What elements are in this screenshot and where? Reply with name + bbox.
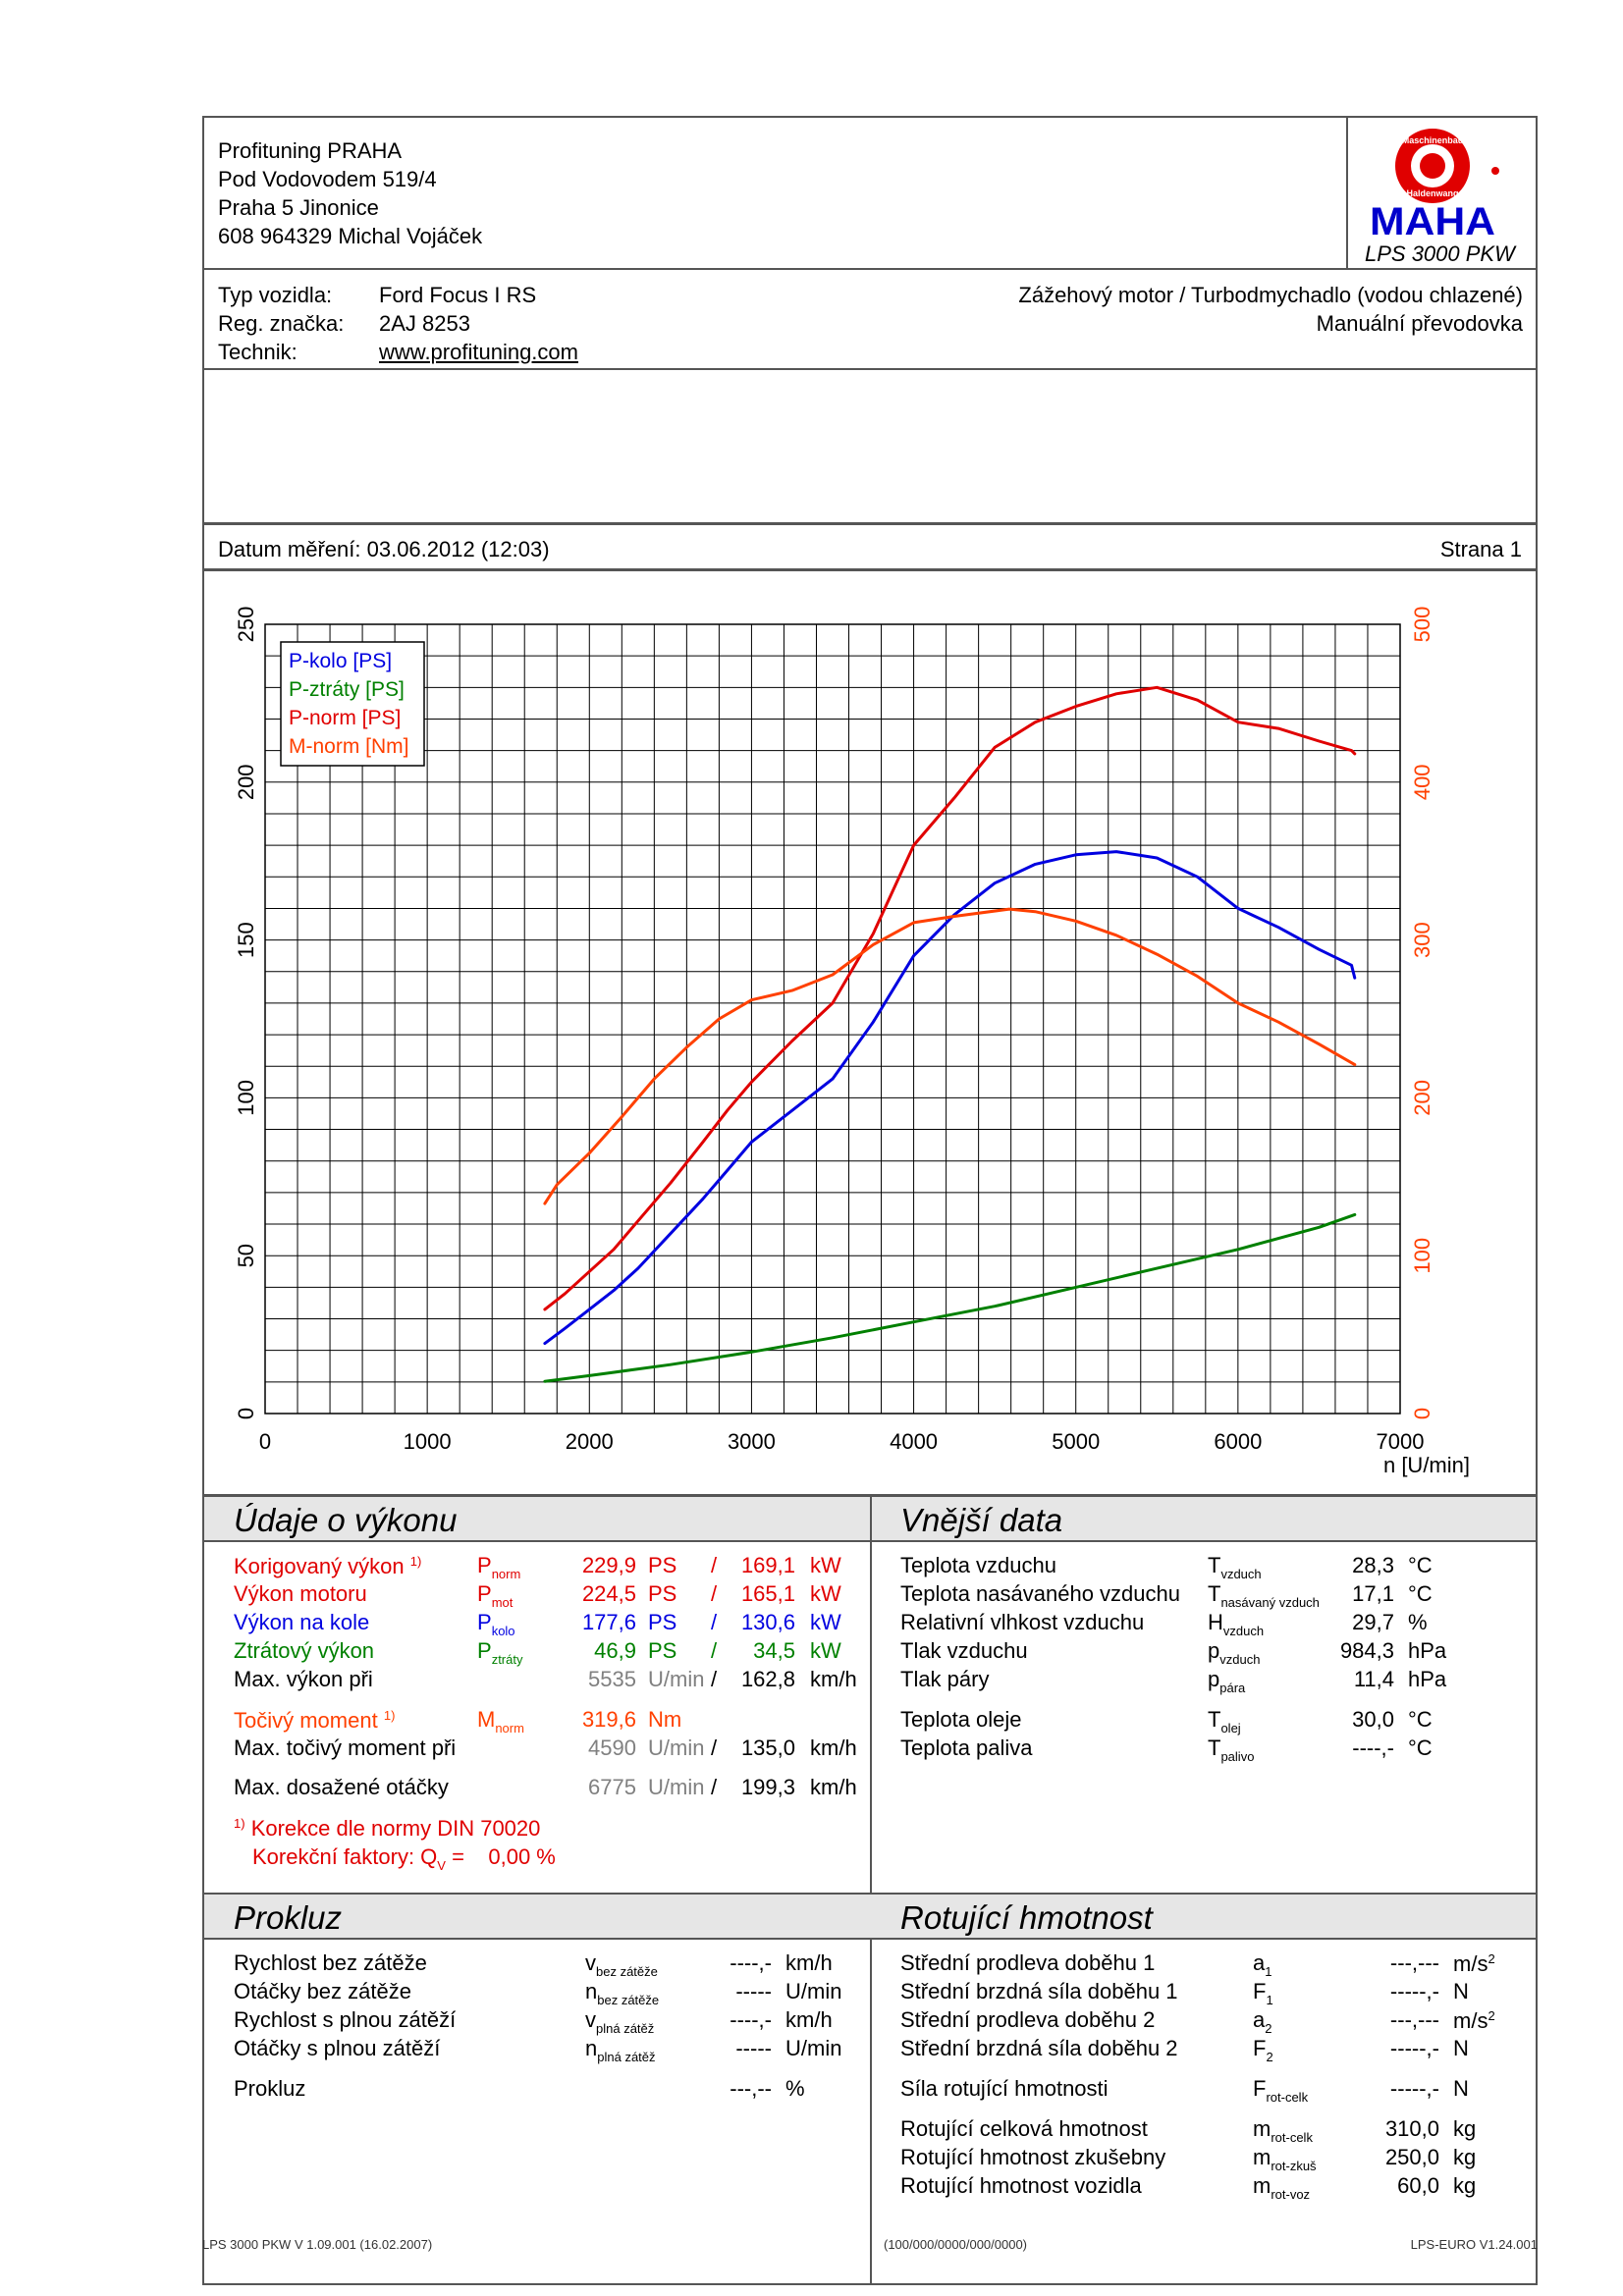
rot-value: -----,- <box>1389 2076 1439 2101</box>
x-tick-label: 5000 <box>1052 1429 1101 1454</box>
rot-value: 60,0 <box>1397 2173 1439 2198</box>
footer-euro-version: LPS-EURO V1.24.001 <box>1410 2237 1538 2252</box>
rot-label: Střední brzdná síla doběhu 1 <box>900 1979 1178 2003</box>
perf-sep: / <box>711 1735 718 1760</box>
ext-value: 17,1 <box>1352 1581 1394 1606</box>
x-tick-label: 1000 <box>403 1429 452 1454</box>
perf-unit-kw: kW <box>810 1581 841 1606</box>
perf-rpm: 4590 <box>588 1735 636 1760</box>
external-title: Vnější data <box>900 1502 1063 1538</box>
ext-value: 984,3 <box>1339 1638 1394 1663</box>
ext-symbol: $T_{nasávaný vzduch}$ <box>1208 1581 1320 1610</box>
perf-unit-ps: PS <box>648 1581 677 1606</box>
slip-value: ----,- <box>730 1950 772 1975</box>
ext-unit: °C <box>1408 1553 1433 1577</box>
address-line: 608 964329 Michal Vojáček <box>218 224 483 248</box>
logo-text-bottom: Haldenwang <box>1406 188 1459 198</box>
y-right-tick-label: 100 <box>1410 1237 1434 1274</box>
perf-unit-ps: PS <box>648 1610 677 1634</box>
perf-speed: 199,3 <box>740 1775 795 1799</box>
slip-value: ---,-- <box>730 2076 772 2101</box>
rot-unit: kg <box>1453 2173 1477 2198</box>
ext-value: 28,3 <box>1352 1553 1394 1577</box>
perf-rpm: 5535 <box>588 1667 636 1691</box>
slip-value: ----- <box>735 1979 772 2003</box>
perf-label: Max. dosažené otáčky <box>234 1775 449 1799</box>
footer-config-code: (100/000/0000/000/0000) <box>884 2237 1028 2252</box>
x-tick-label: 4000 <box>890 1429 939 1454</box>
logo-text-maha: MAHA <box>1370 200 1495 238</box>
slip-label: Rychlost bez zátěže <box>234 1950 427 1975</box>
perf-value-kw: 165,1 <box>740 1581 795 1606</box>
slip-symbol: $n_{bez zátěže}$ <box>585 1979 660 2007</box>
ext-unit: °C <box>1408 1581 1433 1606</box>
x-axis-label: n [U/min] <box>1382 1453 1470 1477</box>
perf-speed: 135,0 <box>740 1735 795 1760</box>
rot-value: ---,--- <box>1389 2007 1439 2032</box>
perf-sep: / <box>711 1581 718 1606</box>
perf-symbol: $M_{norm}$ <box>477 1707 524 1735</box>
perf-unit-rpm: U/min <box>648 1775 705 1799</box>
slip-unit: % <box>785 2076 805 2101</box>
slip-symbol: $n_{plná zátěž}$ <box>585 2036 656 2064</box>
y-left-tick-label: 150 <box>234 922 258 958</box>
y-left-tick-label: 50 <box>234 1243 258 1268</box>
rot-symbol: $m_{rot-zkuš}$ <box>1253 2145 1317 2173</box>
ext-label: Teplota paliva <box>900 1735 1033 1760</box>
slip-label: Prokluz <box>234 2076 306 2101</box>
ext-symbol: $H_{vzduch}$ <box>1208 1610 1265 1638</box>
engine-type: Zážehový motor / Turbodmychadlo (vodou chlazené) <box>1018 283 1523 307</box>
perf-unit-kw: kW <box>810 1638 841 1663</box>
perf-label: Max. výkon při <box>234 1667 373 1691</box>
plot-area <box>265 624 1400 1414</box>
y-left-tick-label: 0 <box>234 1407 258 1420</box>
ext-symbol: $p_{vzduch}$ <box>1208 1638 1261 1667</box>
ext-value: ----,- <box>1352 1735 1394 1760</box>
address-line: Profituning PRAHA <box>218 138 403 163</box>
perf-unit-rpm: U/min <box>648 1735 705 1760</box>
rot-unit: $m/s^2$ <box>1453 1951 1495 1976</box>
address-line: Praha 5 Jinonice <box>218 195 379 220</box>
perf-sep: / <box>711 1553 718 1577</box>
rot-label: Síla rotující hmotnosti <box>900 2076 1109 2101</box>
slip-value: ----,- <box>730 2007 772 2032</box>
legend-entry: M-norm [Nm] <box>289 735 409 758</box>
slip-title: Prokluz <box>234 1899 343 1936</box>
slip-unit: U/min <box>785 2036 842 2060</box>
y-right-tick-label: 400 <box>1410 764 1434 801</box>
slip-label: Otáčky bez zátěže <box>234 1979 411 2003</box>
perf-unit-ps: PS <box>648 1638 677 1663</box>
perf-speed: 162,8 <box>740 1667 795 1691</box>
rot-symbol: $F_2$ <box>1253 2036 1273 2064</box>
din-note: $^{1)}$ Korekce dle normy DIN 70020 <box>234 1816 541 1841</box>
perf-unit-kw: kW <box>810 1553 841 1577</box>
perf-label: Výkon motoru <box>234 1581 367 1606</box>
rot-unit: N <box>1453 2076 1469 2101</box>
perf-value-kw: 130,6 <box>740 1610 795 1634</box>
slip-label: Rychlost s plnou zátěží <box>234 2007 457 2032</box>
ext-unit: hPa <box>1408 1638 1447 1663</box>
perf-unit-nm: Nm <box>648 1707 682 1732</box>
rot-symbol: $a_2$ <box>1253 2007 1272 2036</box>
rot-label: Rotující hmotnost vozidla <box>900 2173 1142 2198</box>
ext-label: Teplota nasávaného vzduchu <box>900 1581 1180 1606</box>
ext-label: Relativní vlhkost vzduchu <box>900 1610 1145 1634</box>
slip-unit: U/min <box>785 1979 842 2003</box>
slip-symbol: $v_{plná zátěž}$ <box>585 2007 655 2036</box>
ext-symbol: $T_{palivo}$ <box>1208 1735 1255 1764</box>
ext-unit: % <box>1408 1610 1428 1634</box>
rot-label: Střední brzdná síla doběhu 2 <box>900 2036 1178 2060</box>
page-number: Strana 1 <box>1439 537 1522 561</box>
maha-logo <box>1370 124 1517 238</box>
technician-link[interactable]: www.profituning.com <box>379 340 578 364</box>
rot-value: ---,--- <box>1389 1950 1439 1975</box>
reg-label: Reg. značka: <box>218 311 345 336</box>
slip-unit: km/h <box>785 2007 833 2032</box>
perf-label: Výkon na kole <box>234 1610 370 1634</box>
perf-unit-speed: km/h <box>810 1735 857 1760</box>
x-tick-label: 7000 <box>1376 1429 1425 1454</box>
perf-value-kw: 169,1 <box>740 1553 795 1577</box>
rot-unit: kg <box>1453 2116 1477 2141</box>
performance-title: Údaje o výkonu <box>234 1502 458 1538</box>
reg-value: 2AJ 8253 <box>379 311 470 336</box>
correction-factor-note: Korekční faktory: $Q_V$ = 0,00 % <box>252 1844 556 1873</box>
rot-unit: N <box>1453 2036 1469 2060</box>
slip-value: ----- <box>735 2036 772 2060</box>
technician-label: Technik: <box>218 340 298 364</box>
perf-sep: / <box>711 1610 718 1634</box>
y-left-tick-label: 200 <box>234 764 258 801</box>
perf-symbol: $P_{ztráty}$ <box>477 1638 523 1667</box>
vehicle-type-label: Typ vozidla: <box>218 283 333 307</box>
ext-symbol: $p_{pára}$ <box>1208 1667 1246 1695</box>
rot-symbol: $a_1$ <box>1253 1950 1272 1979</box>
rot-symbol: $F_1$ <box>1253 1979 1273 2007</box>
rot-value: -----,- <box>1389 2036 1439 2060</box>
perf-value-ps: 46,9 <box>594 1638 636 1663</box>
ext-symbol: $T_{olej}$ <box>1208 1707 1241 1735</box>
x-tick-label: 6000 <box>1214 1429 1263 1454</box>
legend-entry: P-kolo [PS] <box>289 650 393 672</box>
perf-sep: / <box>711 1667 718 1691</box>
perf-value-nm: 319,6 <box>581 1707 636 1732</box>
legend-entry: P-norm [PS] <box>289 707 402 729</box>
measurement-date: Datum měření: 03.06.2012 (12:03) <box>218 537 550 561</box>
perf-unit-ps: PS <box>648 1553 677 1577</box>
rot-label: Rotující celková hmotnost <box>900 2116 1148 2141</box>
rot-unit: N <box>1453 1979 1469 2003</box>
ext-label: Tlak páry <box>900 1667 990 1691</box>
product-name: LPS 3000 PKW <box>1365 241 1515 266</box>
perf-unit-rpm: U/min <box>648 1667 705 1691</box>
perf-sep: / <box>711 1638 718 1663</box>
perf-unit-kw: kW <box>810 1610 841 1634</box>
slip-unit: km/h <box>785 1950 833 1975</box>
address-line: Pod Vodovodem 519/4 <box>218 167 437 191</box>
x-tick-label: 0 <box>258 1429 272 1454</box>
perf-value-ps: 229,9 <box>581 1553 636 1577</box>
rot-label: Střední prodleva doběhu 1 <box>900 1950 1156 1975</box>
rot-value: -----,- <box>1389 1979 1439 2003</box>
perf-value-kw: 34,5 <box>753 1638 795 1663</box>
rot-label: Rotující hmotnost zkušebny <box>900 2145 1166 2169</box>
power-torque-chart <box>202 569 1538 1496</box>
logo-text-top: Maschinenbau <box>1401 135 1464 145</box>
perf-unit-speed: km/h <box>810 1667 857 1691</box>
ext-label: Teplota vzduchu <box>900 1553 1056 1577</box>
perf-unit-speed: km/h <box>810 1775 857 1799</box>
perf-label: Točivý moment $^{1)}$ <box>234 1708 396 1733</box>
gearbox-type: Manuální převodovka <box>1316 311 1523 336</box>
rot-symbol: $m_{rot-celk}$ <box>1253 2116 1313 2145</box>
perf-symbol: $P_{norm}$ <box>477 1553 521 1581</box>
x-tick-label: 3000 <box>727 1429 776 1454</box>
ext-value: 11,4 <box>1353 1667 1394 1691</box>
perf-symbol: $P_{mot}$ <box>477 1581 514 1610</box>
x-tick-label: 2000 <box>565 1429 614 1454</box>
rot-symbol: $F_{rot-celk}$ <box>1253 2076 1309 2105</box>
slip-label: Otáčky s plnou zátěží <box>234 2036 441 2060</box>
ext-unit: °C <box>1408 1707 1433 1732</box>
rot-value: 250,0 <box>1384 2145 1439 2169</box>
y-right-tick-label: 200 <box>1410 1080 1434 1116</box>
perf-label: Korigovaný výkon $^{1)}$ <box>234 1554 422 1578</box>
legend-entry: P-ztráty [PS] <box>289 678 405 701</box>
perf-sep: / <box>711 1775 718 1799</box>
perf-label: Max. točivý moment při <box>234 1735 457 1760</box>
y-left-tick-label: 250 <box>234 606 258 643</box>
perf-value-ps: 224,5 <box>581 1581 636 1606</box>
y-left-tick-label: 100 <box>234 1080 258 1116</box>
vehicle-type-value: Ford Focus I RS <box>379 283 537 307</box>
ext-symbol: $T_{vzduch}$ <box>1208 1553 1262 1581</box>
footer-software-version: LPS 3000 PKW V 1.09.001 (16.02.2007) <box>202 2237 433 2252</box>
y-right-tick-label: 0 <box>1410 1407 1434 1420</box>
ext-label: Tlak vzduchu <box>900 1638 1028 1663</box>
rotating-title: Rotující hmotnost <box>900 1899 1153 1936</box>
y-right-tick-label: 500 <box>1410 606 1434 643</box>
perf-symbol: $P_{kolo}$ <box>477 1610 515 1638</box>
ext-value: 29,7 <box>1352 1610 1394 1634</box>
rot-symbol: $m_{rot-voz}$ <box>1253 2173 1311 2202</box>
rot-unit: kg <box>1453 2145 1477 2169</box>
perf-value-ps: 177,6 <box>581 1610 636 1634</box>
slip-symbol: $v_{bez zátěže}$ <box>585 1950 658 1979</box>
rot-unit: $m/s^2$ <box>1453 2008 1495 2033</box>
y-right-tick-label: 300 <box>1410 922 1434 958</box>
perf-rpm: 6775 <box>588 1775 636 1799</box>
ext-value: 30,0 <box>1352 1707 1394 1732</box>
ext-unit: °C <box>1408 1735 1433 1760</box>
perf-label: Ztrátový výkon <box>234 1638 375 1663</box>
ext-label: Teplota oleje <box>900 1707 1022 1732</box>
ext-unit: hPa <box>1408 1667 1447 1691</box>
series-line <box>545 909 1355 1203</box>
rot-label: Střední prodleva doběhu 2 <box>900 2007 1156 2032</box>
rot-value: 310,0 <box>1384 2116 1439 2141</box>
